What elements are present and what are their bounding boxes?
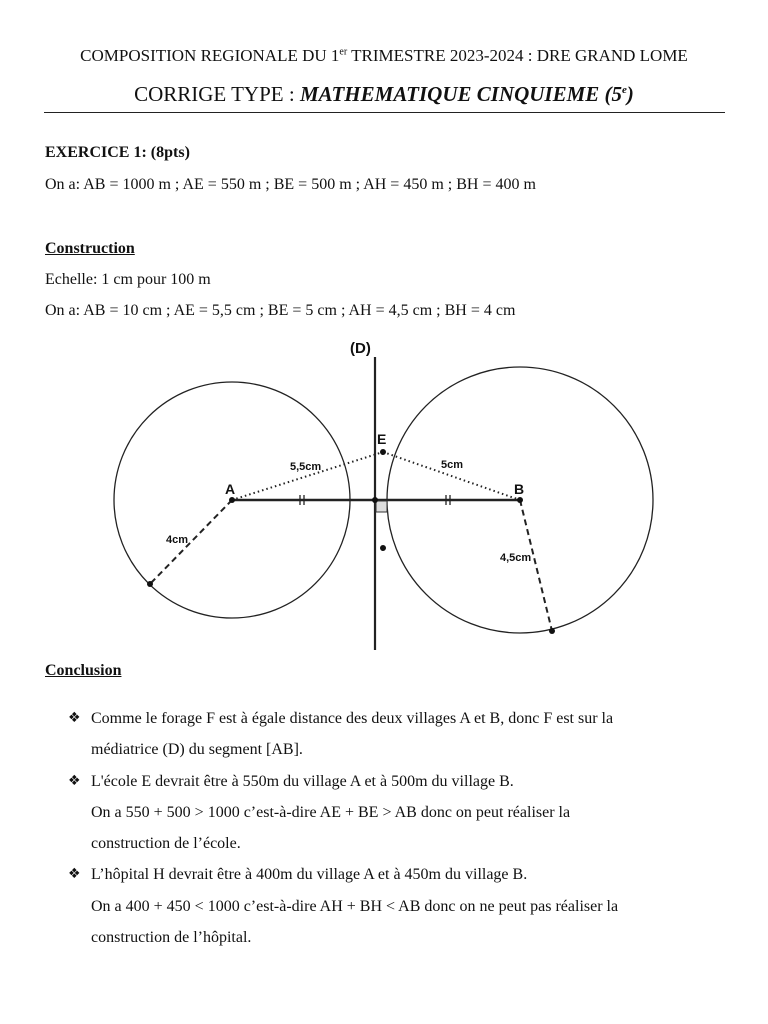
construction-converted: On a: AB = 10 cm ; AE = 5,5 cm ; BE = 5 cm ; AH = 4,5 cm ; BH = 4 cm	[45, 302, 516, 319]
header-text-pre: COMPOSITION REGIONALE DU 1	[80, 46, 340, 65]
title-label: CORRIGE TYPE :	[134, 82, 300, 106]
list-item-line: On a 550 + 500 > 1000 c’est-à-dire AE + BE > AB donc on peut réaliser la	[91, 803, 571, 821]
point-e	[380, 449, 386, 455]
list-item-line: L'école E devrait être à 550m du village A et à 500m du village B.	[91, 772, 514, 790]
list-item	[68, 766, 748, 860]
conclusion-list	[68, 703, 748, 953]
point-radius-b-end	[549, 628, 555, 634]
point-below	[380, 545, 386, 551]
label-d: (D)	[350, 340, 371, 357]
label-b-radius: 4,5cm	[500, 552, 532, 564]
list-item-line: L’hôpital H devrait être à 400m du village A et à 450m du village B.	[91, 866, 528, 884]
diamond-bullet-icon: ❖	[68, 710, 81, 726]
list-item-line: On a 400 + 450 < 1000 c’est-à-dire AH + BH < AB donc on ne peut pas réaliser la	[91, 897, 619, 915]
point-midpoint	[372, 497, 378, 503]
header-text-post: TRIMESTRE 2023-2024 : DRE GRAND LOME	[347, 46, 688, 65]
diamond-bullet-icon: ❖	[68, 772, 81, 789]
title-subject-close: )	[626, 82, 634, 106]
conclusion-heading: Conclusion	[45, 662, 122, 679]
exercise-given: On a: AB = 1000 m ; AE = 550 m ; BE = 500 m ; AH = 450 m ; BH = 400 m	[45, 176, 536, 193]
point-a	[229, 497, 235, 503]
header-ordinal-sup: er	[339, 46, 348, 58]
label-e: E	[377, 431, 387, 447]
list-item-line: médiatrice (D) du segment [AB].	[91, 741, 303, 759]
list-item-line: Comme le forage F est à égale distance des deux villages A et B, donc F est sur la	[91, 710, 614, 727]
title-subject-text: MATHEMATIQUE CINQUIEME (5	[299, 82, 623, 106]
radius-b	[520, 500, 552, 631]
list-item-line: construction de l’école.	[91, 835, 241, 853]
label-a: A	[225, 481, 236, 497]
label-ae-length: 5,5cm	[290, 461, 322, 473]
radius-a	[150, 500, 232, 584]
point-b	[517, 497, 523, 503]
point-radius-a-end	[147, 581, 153, 587]
title-subject-sup: e	[622, 84, 627, 96]
list-item	[68, 859, 748, 953]
construction-heading: Construction	[45, 240, 135, 257]
construction-scale: Echelle: 1 cm pour 100 m	[45, 271, 211, 288]
diamond-bullet-icon: ❖	[68, 866, 81, 883]
list-item	[68, 703, 748, 766]
right-angle-marker	[376, 501, 387, 512]
segment-ae	[232, 452, 383, 500]
label-b: B	[514, 481, 525, 497]
label-a-radius: 4cm	[166, 534, 189, 546]
exercise-title: EXERCICE 1: (8pts)	[45, 144, 190, 161]
label-be-length: 5cm	[441, 459, 464, 471]
list-item-line: construction de l’hôpital.	[91, 929, 252, 947]
